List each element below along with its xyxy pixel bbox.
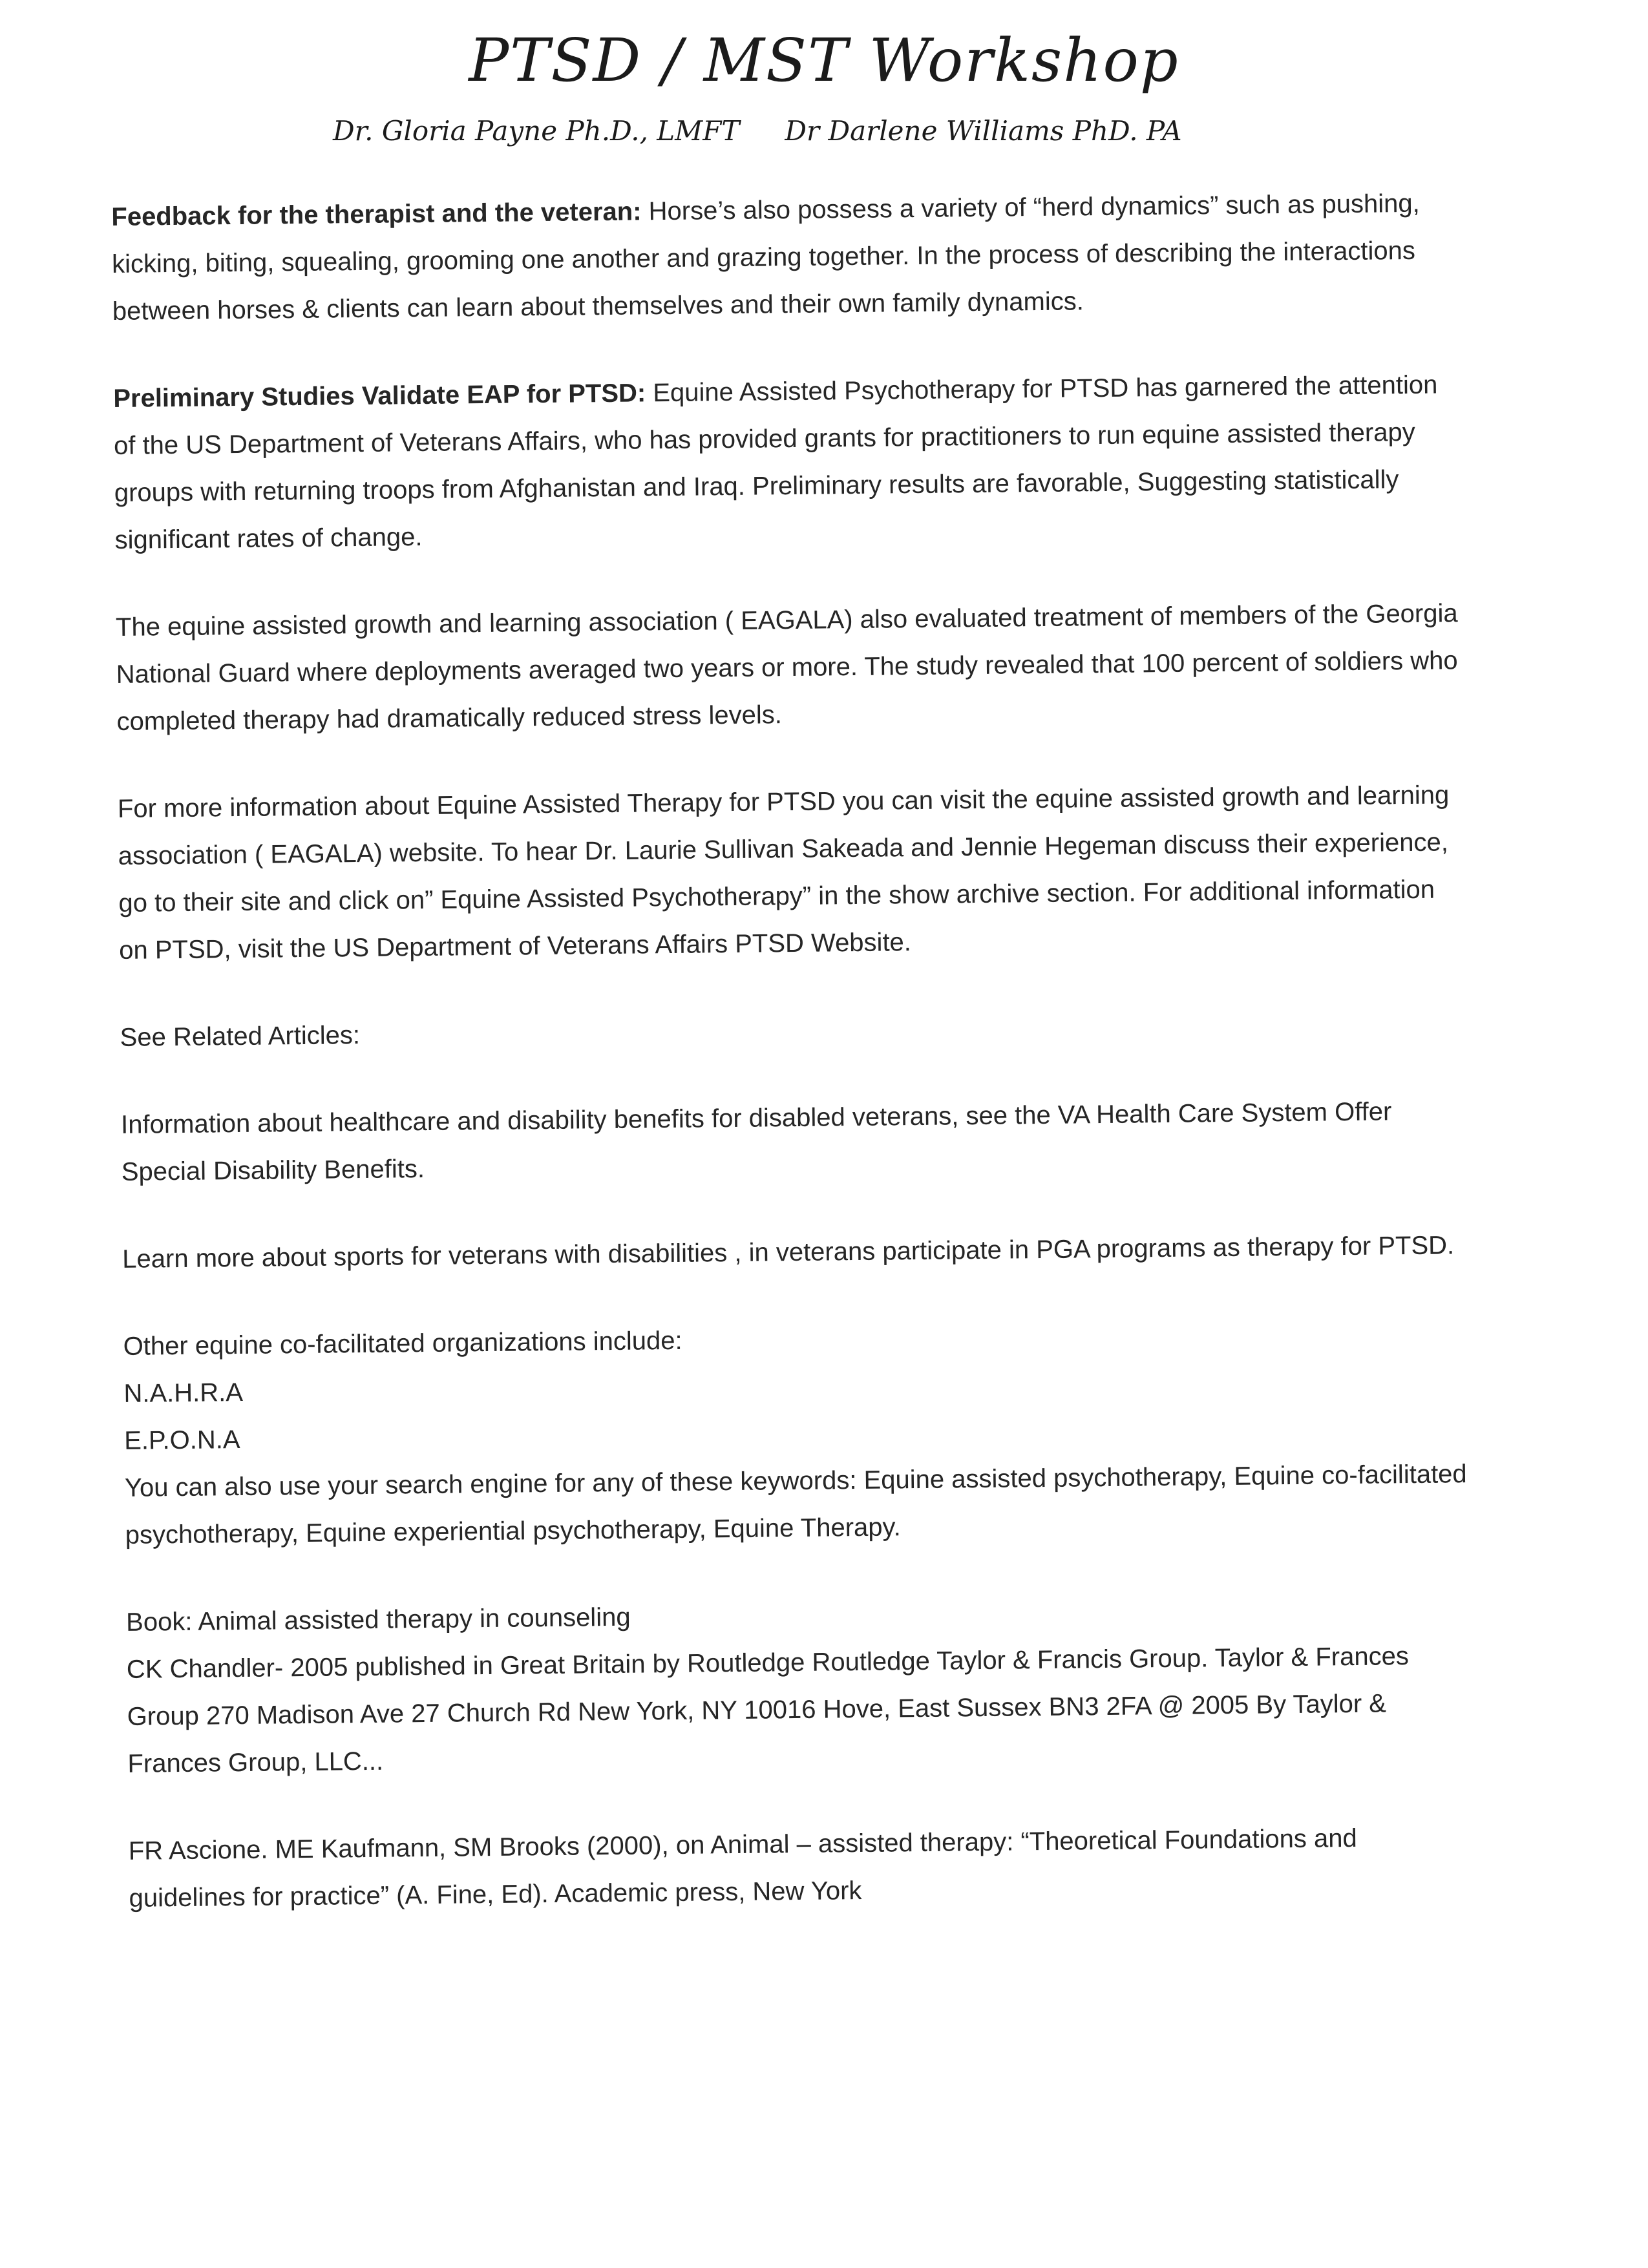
organizations-intro: Other equine co-facilitated organizations include: [123,1326,682,1361]
studies-paragraph [113,361,1459,564]
related-articles-heading: See Related Articles: [120,1021,361,1052]
reference-paragraph: FR Ascione. ME Kaufmann, SM Brooks (2000), on Animal – assisted therapy: “Theoretical Foundations and guidelines for practice” (A. Fine, Ed). Academic press, New York [128,1823,1357,1913]
organization-item: N.A.H.R.A [123,1378,244,1408]
document-body [111,180,1474,1962]
feedback-paragraph [111,180,1457,335]
more-info-paragraph: For more information about Equine Assisted Therapy for PTSD you can visit the equine assisted growth and learning association ( EAGALA) website. To hear Dr. Laurie Sullivan Sakeada and Jennie Hegeman discuss their experience, go to their site and click on” Equine Assisted Psychotherapy” in the show archive section. For additional information on PTSD, visit the US Department of Veterans Affairs PTSD Website. [117,781,1450,965]
book-citation: CK Chandler- 2005 published in Great Britain by Routledge Routledge Taylor & Francis Group. Taylor & Frances Group 270 Madison Ave 27 Church Rd New York, NY 10016 Hove, East Sussex BN3 2FA @ 2005 By Taylor & Frances Group, LLC... [126,1642,1410,1778]
studies-text: Equine Assisted Psychotherapy for PTSD has garnered the attention of the US Department of Veterans Affairs, who has provided grants for practitioners to run equine assisted therapy groups with returning troops from Afghanistan and Iraq. Preliminary results are favorable, Suggesting statistically significant rates of change. [113,370,1438,554]
feedback-text: Horse’s also possess a variety of “herd dynamics” such as pushing, kicking, biting, squealing, grooming one another and grazing together. In the process of describing the interactions between horses & clients can learn about themselves and their own family dynamics. [111,189,1420,326]
author-1: Dr. Gloria Payne Ph.D., LMFT [333,115,740,147]
organizations-block [123,1309,1470,1559]
document-title: PTSD / MST Workshop [469,26,1179,95]
author-2: Dr Darlene Williams PhD. PA [785,115,1182,147]
related-article-1: Information about healthcare and disability benefits for disabled veterans, see the VA Health Care System Offer Special Disability Benefits. [120,1097,1392,1186]
book-block [126,1585,1472,1788]
organization-item: E.P.O.N.A [123,1425,240,1455]
authors-line [333,115,1182,147]
studies-heading: Preliminary Studies Validate EAP for PTSD: [113,379,646,413]
eagala-study-paragraph: The equine assisted growth and learning association ( EAGALA) also evaluated treatment of members of the Georgia National Guard where deployments averaged two years or more. The study revealed that 100 percent of soldiers who completed therapy had dramatically reduced stress levels. [115,599,1458,736]
search-keywords-text: You can also use your search engine for any of these keywords: Equine assisted psychotherapy, Equine co-facilitated psychotherapy, Equine experiential psychotherapy, Equine Therapy. [124,1460,1467,1549]
book-title: Book: Animal assisted therapy in counseling [125,1602,631,1637]
related-article-2: Learn more about sports for veterans with disabilities , in veterans participate in PGA programs as therapy for PTSD. [122,1231,1455,1274]
feedback-heading: Feedback for the therapist and the veteran: [111,197,642,231]
